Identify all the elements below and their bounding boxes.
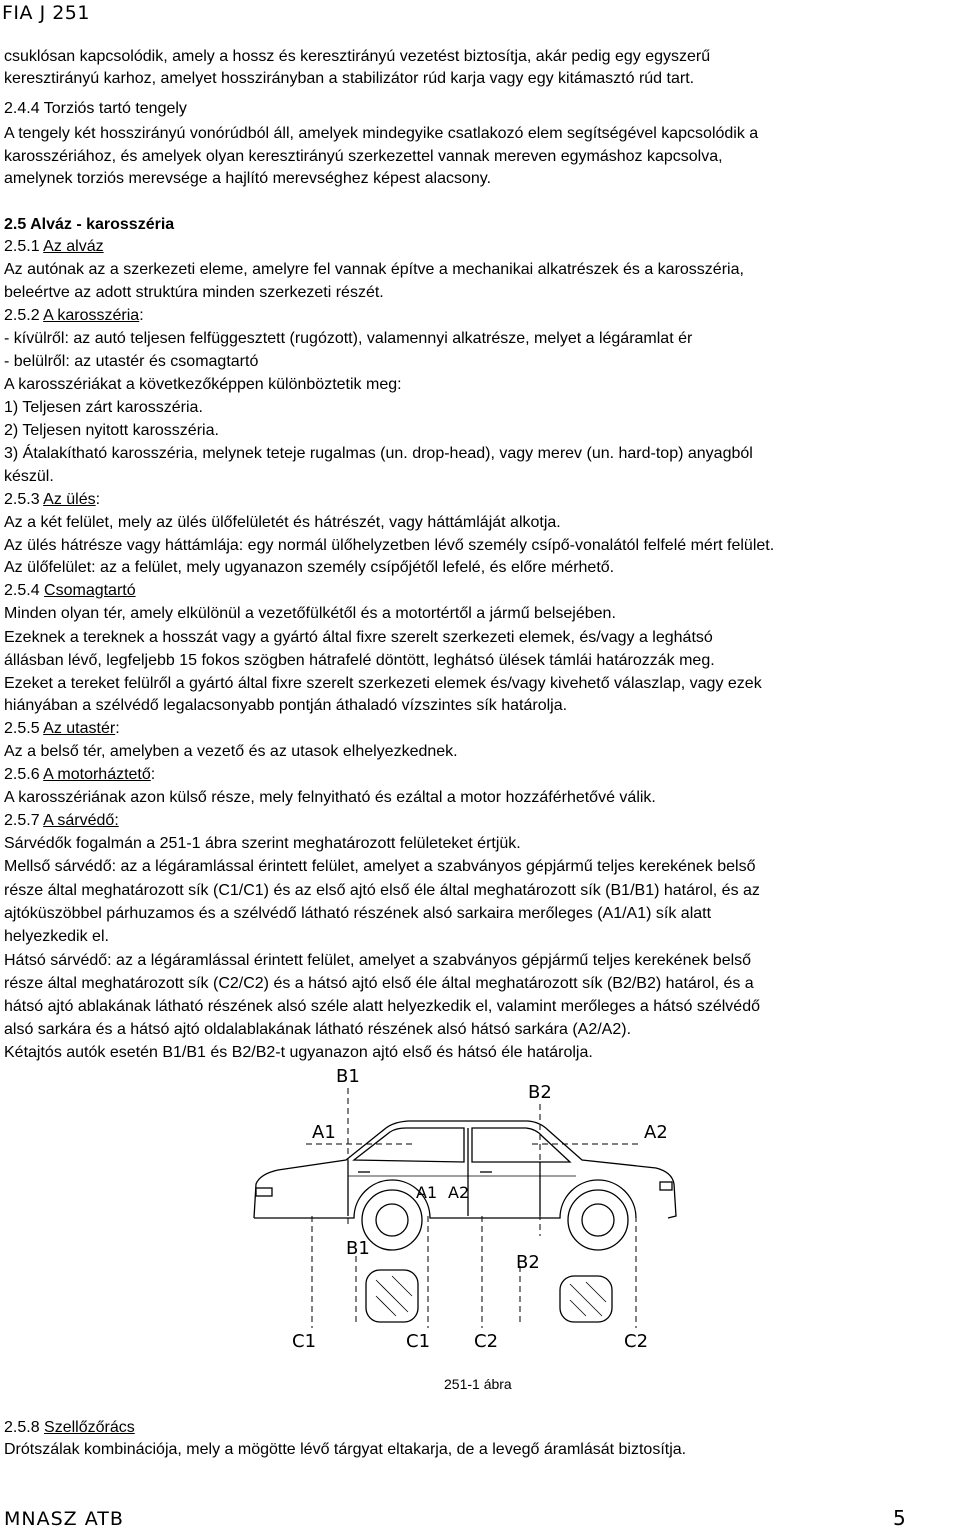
text-line: 2) Teljesen nyitott karosszéria.: [4, 422, 219, 439]
text-line: Az a két felület, mely az ülés ülőfelületét és hátrészét, vagy háttámláját alkotja.: [4, 514, 561, 531]
text-line: Az ülőfelület: az a felület, mely ugyanazon személy csípőjétől lefelé, és előre mérhető.: [4, 559, 615, 576]
subsection-heading-2-5-7: [4, 810, 960, 832]
subsection-heading-2-5-5: [4, 718, 960, 740]
label-b1-low: B1: [346, 1238, 370, 1259]
subsection-number: 2.5.2: [4, 307, 44, 324]
text-line: Sárvédők fogalmán a 251-1 ábra szerint meghatározott felületeket értjük.: [4, 835, 521, 852]
tyre-top-view-rear: [560, 1276, 612, 1322]
heading-colon: :: [115, 720, 120, 737]
front-wheel-hub: [376, 1204, 408, 1236]
text-line: alsó sarkára és a hátsó ajtó oldalablakának látható részének alsó hátsó sarkára (A2/A2).: [4, 1021, 632, 1038]
subsection-number: 2.5.3: [4, 491, 44, 508]
subsection-title: Szellőzőrács: [44, 1419, 135, 1436]
car-fender-diagram: [236, 1066, 716, 1366]
label-b1-top: B1: [336, 1066, 360, 1087]
text-line: A karosszériának azon külső része, mely felnyitható és ezáltal a motor hozzáférhetővé válik.: [4, 789, 656, 806]
subsection-number: 2.5.5: [4, 720, 44, 737]
subsection-title: Az alváz: [43, 238, 104, 255]
text-line: - belülről: az utastér és csomagtartó: [4, 353, 259, 370]
text-line: Hátsó sárvédő: az a légáramlással érintett felület, amelyet a szabványos gépjármű teljes kerekének belső: [4, 952, 752, 969]
text-line: Kétajtós autók esetén B1/B1 és B2/B2-t ugyanazon ajtó első és hátsó éle határolja.: [4, 1044, 593, 1061]
subsection-title: A motorháztető: [43, 766, 151, 783]
front-window: [354, 1128, 464, 1162]
text-line: karosszériához, és amelyek olyan keresztirányú szerkezettel vannak mereven egymáshoz kapcsolva,: [4, 148, 723, 165]
heading-colon: :: [150, 766, 156, 783]
text-line: csuklósan kapcsolódik, amely a hossz és keresztirányú vezetést biztosítja, akár pedig egy egyszerű: [4, 48, 711, 65]
subsection-number: 2.5.1: [4, 238, 44, 255]
rear-window: [472, 1128, 570, 1162]
label-b2-low: B2: [516, 1252, 540, 1273]
figure-caption: 251-1 ábra: [444, 1376, 512, 1392]
section-heading-2-4-4: 2.4.4 Torziós tartó tengely: [4, 100, 187, 117]
text-line: Minden olyan tér, amely elkülönül a vezetőfülkétől és a motortértől a jármű belsejében.: [4, 605, 616, 622]
heading-colon: :: [139, 307, 144, 324]
label-c1-right: C1: [406, 1331, 431, 1352]
subsection-heading-2-5-6: [4, 764, 960, 786]
subsection-heading-2-5-3: [4, 489, 960, 511]
label-c1-left: C1: [292, 1331, 317, 1352]
text-line: állásban lévő, legfeljebb 15 fokos szögben hátrafelé döntött, leghátsó ülések támlái határozzák meg.: [4, 652, 715, 669]
text-line: része által meghatározott sík (C1/C1) és az első ajtó első éle által meghatározott sík (B1/B1) határol, és az: [4, 882, 760, 899]
subsection-number: 2.5.8: [4, 1419, 45, 1436]
text-line: 1) Teljesen zárt karosszéria.: [4, 399, 203, 416]
label-c2-left: C2: [474, 1331, 499, 1352]
subsection-title: A sárvédő:: [43, 812, 119, 829]
text-line: keresztirányú karhoz, amelyet hosszirányban a stabilizátor rúd karja vagy egy kitámasztó rúd tart.: [4, 70, 695, 87]
text-line: A tengely két hosszirányú vonórúdból áll, amelyek mindegyike csatlakozó elem segítségével kapcsolódik a: [4, 125, 759, 142]
taillight: [660, 1182, 672, 1190]
subsection-number: 2.5.6: [4, 766, 44, 783]
front-wheel: [362, 1190, 422, 1250]
subsection-title: Az utastér: [43, 720, 116, 737]
document-id: FIA J 251: [2, 2, 90, 24]
text-line: Mellső sárvédő: az a légáramlással érintett felület, amelyet a szabványos gépjármű teljes kerekének belső: [4, 858, 756, 875]
reference-planes: [306, 1088, 640, 1328]
text-line: Az a belső tér, amelyben a vezető és az utasok elhelyezkednek.: [4, 743, 458, 760]
text-line: Az ülés hátrésze vagy háttámlája: egy normál ülőhelyzetben lévő személy csípő-vonalától felfelé mért felület.: [4, 537, 775, 554]
tyre-top-view-front: [366, 1270, 418, 1322]
text-line: készül.: [4, 468, 54, 485]
rear-wheel-hub: [582, 1204, 614, 1236]
label-a1-left: A1: [312, 1122, 336, 1143]
rear-wheel: [568, 1190, 628, 1250]
page-number: 5: [893, 1506, 906, 1530]
label-a2-mid: A2: [448, 1183, 470, 1202]
text-line: Ezeket a tereket felülről a gyártó által fixre szerelt szerkezeti elemek és/vagy kivehető válaszlap, vagy ezek: [4, 675, 762, 692]
subsection-number: 2.5.4: [4, 582, 45, 599]
label-a2-right: A2: [644, 1122, 668, 1143]
subsection-heading-2-5-4: [4, 580, 960, 602]
headlight: [256, 1188, 272, 1196]
subsection-title: A karosszéria: [43, 307, 140, 324]
text-line: amelynek torziós merevsége a hajlító merevséghez képest alacsony.: [4, 170, 492, 187]
label-b2-top: B2: [528, 1082, 552, 1103]
label-a1-mid: A1: [416, 1183, 438, 1202]
subsection-title: Az ülés: [43, 491, 96, 508]
subsection-heading-2-5-8: [4, 1417, 960, 1439]
text-line: hiányában a szélvédő legalacsonyabb pontján áthaladó vízszintes sík határolja.: [4, 697, 568, 714]
text-line: része által meghatározott sík (C2/C2) és a hátsó ajtó első éle által meghatározott sík (B2/B2) határol, és a: [4, 975, 754, 992]
text-line: ajtóküszöbbel párhuzamos és a szélvédő látható részének alsó sarkaira merőleges (A1/A1) sík alatt: [4, 905, 712, 922]
text-line: Ezeknek a tereknek a hosszát vagy a gyártó által fixre szerelt szerkezeti elemek, és/vagy a leghátsó: [4, 629, 713, 646]
label-c2-right: C2: [624, 1331, 649, 1352]
text-line: hátsó ajtó ablakának látható részének alsó széle alatt helyezkedik el, valamint merőleges a hátsó szélvédő: [4, 998, 760, 1015]
subsection-heading-2-5-2: [4, 305, 960, 327]
text-line: beleértve az adott struktúra minden szerkezeti részét.: [4, 284, 384, 301]
text-line: - kívülről: az autó teljesen felfüggesztett (rugózott), valamennyi alkatrésze, melyet a légáramlat ér: [4, 330, 693, 347]
text-line: A karosszériákat a következőképpen különböztetik meg:: [4, 376, 402, 393]
subsection-number: 2.5.7: [4, 812, 44, 829]
text-line: Drótszálak kombinációja, mely a mögötte lévő tárgyat eltakarja, de a levegő áramlását biztosítja.: [4, 1441, 687, 1458]
text-line: Az autónak az a szerkezeti eleme, amelyre fel vannak építve a mechanikai alkatrészek és a karosszéria,: [4, 261, 744, 278]
subsection-heading-2-5-1: [4, 236, 960, 258]
text-line: helyezkedik el.: [4, 928, 109, 945]
section-heading-2-5: 2.5 Alváz - karosszéria: [4, 216, 175, 233]
footer-org: MNASZ ATB: [4, 1508, 124, 1530]
text-line: 3) Átalakítható karosszéria, melynek teteje rugalmas (un. drop-head), vagy merev (un. hard-top) anyagból: [4, 445, 753, 462]
heading-colon: :: [95, 491, 101, 508]
subsection-title: Csomagtartó: [44, 582, 136, 599]
